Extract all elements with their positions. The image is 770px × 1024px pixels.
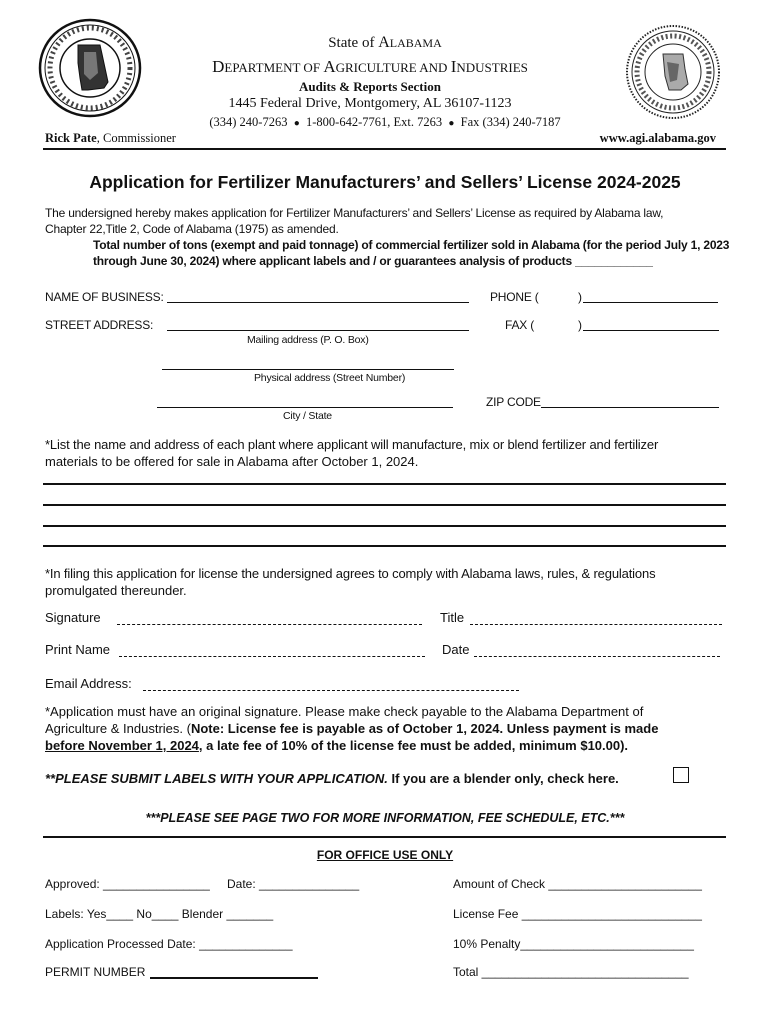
license-fee-field[interactable]: License Fee ___________________________ (453, 907, 702, 921)
print-name-field[interactable] (119, 656, 425, 657)
website: www.agi.alabama.gov (599, 131, 716, 145)
amount-of-check-field[interactable]: Amount of Check _______________________ (453, 877, 702, 891)
plant-line-2[interactable] (43, 504, 726, 506)
city-state-field[interactable] (157, 407, 453, 408)
contact-numbers: (334) 240-7263 ● 1-800-642-7761, Ext. 7263 ● Fax (334) 240-7187 (209, 115, 561, 129)
zip-code-label: ZIP CODE (486, 395, 541, 409)
plant-line-4[interactable] (43, 545, 726, 547)
labels-field[interactable]: Labels: Yes____ No____ Blender _______ (45, 907, 274, 921)
department-heading: DEPARTMENT OF AGRICULTURE AND INDUSTRIES (212, 57, 528, 76)
commissioner: Rick Pate, Commissioner (45, 131, 176, 145)
intro-line-1: The undersigned hereby makes application for Fertilizer Manufacturers’ and Sellers’ License as required by Alabama law, (45, 206, 664, 220)
intro-line-2: Chapter 22,Title 2, Code of Alabama (1975) as amended. (45, 222, 339, 236)
date-field[interactable] (474, 656, 720, 657)
tonnage-question-1: Total number of tons (exempt and paid tonnage) of commercial fertilizer sold in Alabama (for the period July 1, 2023 (93, 238, 730, 252)
form-title: Application for Fertilizer Manufacturers’ and Sellers’ License 2024-2025 (89, 172, 681, 192)
title-field[interactable] (470, 624, 722, 625)
plant-line-3[interactable] (43, 525, 726, 527)
email-field[interactable] (143, 690, 519, 691)
plant-instructions-2: materials to be offered for sale in Alabama after October 1, 2024. (45, 454, 419, 469)
fax-field[interactable] (583, 330, 719, 331)
office-divider (43, 836, 726, 838)
fax-label: FAX ( (505, 318, 535, 332)
print-name-label: Print Name (45, 642, 111, 657)
submit-labels-notice: **PLEASE SUBMIT LABELS WITH YOUR APPLICATION. If you are a blender only, check here. (45, 771, 619, 786)
physical-address-field[interactable] (162, 369, 454, 370)
tonnage-question-2: through June 30, 2024) where applicant labels and / or guarantees analysis of products ____________ (93, 254, 653, 268)
fax-paren: ) (578, 318, 582, 332)
business-name-field[interactable] (167, 302, 469, 303)
approval-date-field[interactable]: Date: _______________ (227, 877, 360, 891)
permit-number-field[interactable] (150, 977, 318, 979)
header-divider (43, 148, 726, 150)
phone-paren: ) (578, 290, 582, 304)
total-field[interactable]: Total _______________________________ (453, 965, 689, 979)
signature-notice-2: Agriculture & Industries. (Note: License fee is payable as of October 1, 2024. Unless payment is made (45, 721, 659, 736)
late-fee-notice: before November 1, 2024, a late fee of 10% of the license fee must be added, minimum $10.00). (45, 738, 629, 753)
email-label: Email Address: (45, 676, 132, 691)
agreement-text-1: *In filing this application for license the undersigned agrees to comply with Alabama laws, rules, & regulations (45, 566, 656, 581)
penalty-field[interactable]: 10% Penalty__________________________ (453, 937, 694, 951)
section-heading: Audits & Reports Section (299, 79, 441, 94)
state-heading: State of ALABAMA (328, 34, 442, 51)
approved-field[interactable]: Approved: ________________ (45, 877, 210, 891)
title-label: Title (440, 610, 465, 625)
department-address: 1445 Federal Drive, Montgomery, AL 36107-1123 (228, 96, 512, 111)
processed-date-field[interactable]: Application Processed Date: ______________ (45, 937, 293, 951)
street-address-label: STREET ADDRESS: (45, 318, 154, 332)
date-label: Date (442, 642, 470, 657)
signature-notice-1: *Application must have an original signature. Please make check payable to the Alabama Department of (45, 704, 644, 719)
business-name-label: NAME OF BUSINESS: (45, 290, 164, 304)
signature-field[interactable] (117, 624, 422, 625)
office-use-heading: FOR OFFICE USE ONLY (316, 848, 454, 862)
plant-line-1[interactable] (43, 483, 726, 485)
permit-number-label: PERMIT NUMBER (45, 965, 146, 979)
physical-address-caption: Physical address (Street Number) (254, 372, 406, 384)
agreement-text-2: promulgated thereunder. (45, 583, 187, 598)
city-state-caption: City / State (283, 410, 332, 422)
plant-instructions-1: *List the name and address of each plant where applicant will manufacture, mix or blend fertilizer and fertilizer (45, 437, 659, 452)
page-two-notice: ***PLEASE SEE PAGE TWO FOR MORE INFORMATION, FEE SCHEDULE, ETC.*** (145, 811, 625, 825)
signature-label: Signature (45, 610, 101, 625)
phone-label: PHONE ( (490, 290, 539, 304)
blender-only-checkbox[interactable] (673, 767, 689, 783)
phone-field[interactable] (583, 302, 718, 303)
street-address-field[interactable] (167, 330, 469, 331)
zip-code-field[interactable] (541, 407, 719, 408)
mailing-address-caption: Mailing address (P. O. Box) (247, 334, 369, 346)
